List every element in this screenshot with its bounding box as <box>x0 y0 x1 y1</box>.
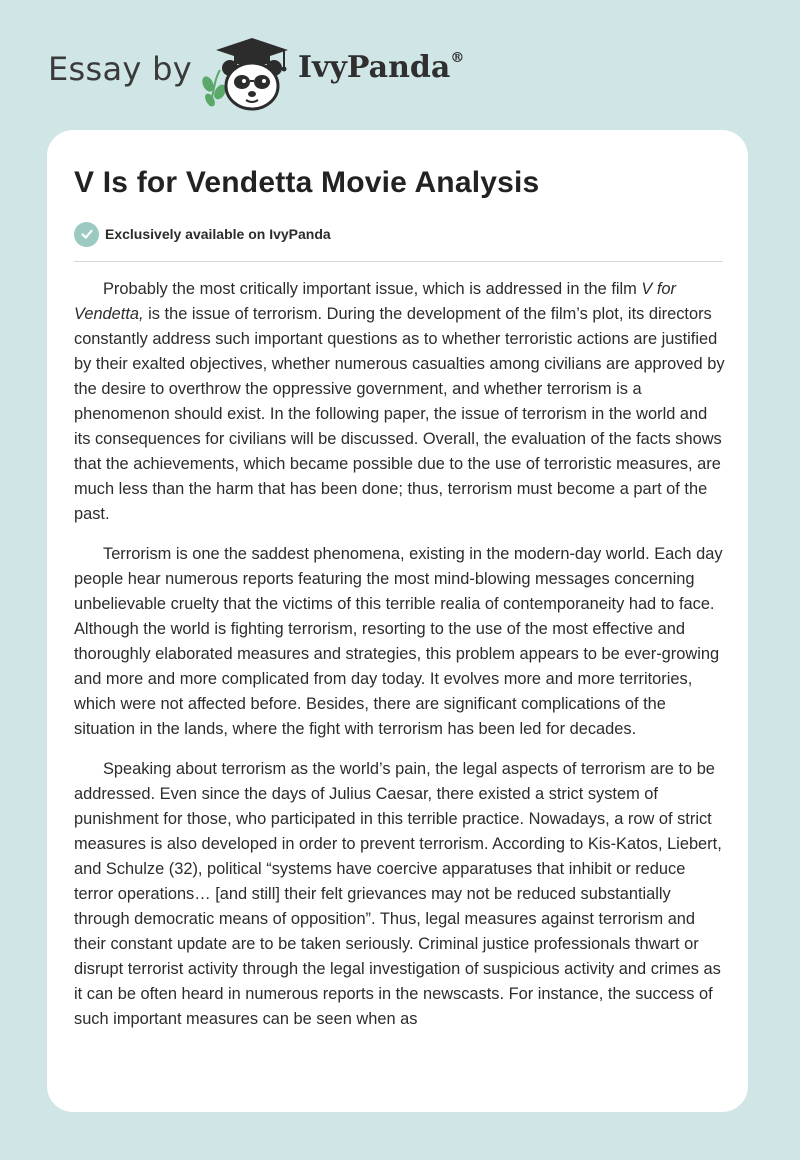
title-divider <box>74 261 723 262</box>
exclusive-badge <box>74 221 331 247</box>
registered-mark: ® <box>450 50 465 66</box>
essay-title: V Is for Vendetta Movie Analysis <box>74 166 540 199</box>
site-header <box>0 0 800 130</box>
essay-by-label: Essay by <box>48 50 192 88</box>
paragraph-1 <box>74 277 726 527</box>
paragraph-2: Terrorism is one the saddest phenomena, existing in the modern-day world. Each day people hear numerous reports featuring the most mind-blowing messages concerning unbelievable cruelty that the victims of this terrible realia of contemporaneity had to face. Although the world is fighting terrorism, resorting to the use of the most effective and thoroughly elaborated measures and strategies, this problem appears to be ever-growing and more and more complicated from day today. It evolves more and more territories, which were not affected before. Besides, there are significant complications of the situation in the lands, where the fight with terrorism has been led for decades. <box>74 545 723 738</box>
brand-text: IvyPanda <box>298 50 451 85</box>
badge-label: Exclusively available on IvyPanda <box>105 226 331 242</box>
paragraph-3: Speaking about terrorism as the world’s pain, the legal aspects of terrorism are to be addressed. Even since the days of Julius Caesar, there existed a strict system of punishment for those, who participated in this terrible practice. Nowadays, a row of strict measures is also developed in order to prevent terrorism. According to Kis-Katos, Liebert, and Schulze (32), political “systems have coercive apparatuses that inhibit or reduce terror operations… [and still] their felt grievances may not be reduced substantially through democratic means of opposition”. Thus, legal measures against terrorism and their constant update are to be taken seriously. Criminal justice professionals thwart or disrupt terrorist activity through the legal investigation of suspicious activity and crimes as it can be often heard in numerous reports in the newscasts. For instance, the success of such important measures can be seen when as <box>74 760 722 1028</box>
brand-name[interactable] <box>298 50 464 85</box>
essay-body <box>74 277 726 1047</box>
check-icon <box>74 222 99 247</box>
paragraph-1-rest: is the issue of terrorism. During the development of the film’s plot, its directors constantly address such important questions as to whether terroristic actions are justified by their exalted objectives, whether numerous casualties among civilians are approved by the desire to overthrow the oppressive government, and whether terrorism is a phenomenon should exist. In the following paper, the issue of terrorism in the world and its consequences for civilians will be discussed. Overall, the evaluation of the facts shows that the achievements, which became possible due to the use of terroristic measures, are much less than the harm that has been done; thus, terrorism must become a part of the past. <box>74 305 725 523</box>
paragraph-1-start: Probably the most critically important issue, which is addressed in the film <box>103 280 642 298</box>
film-title-italic: V for Vendetta, <box>74 280 677 323</box>
panda-logo-icon[interactable] <box>200 36 290 112</box>
